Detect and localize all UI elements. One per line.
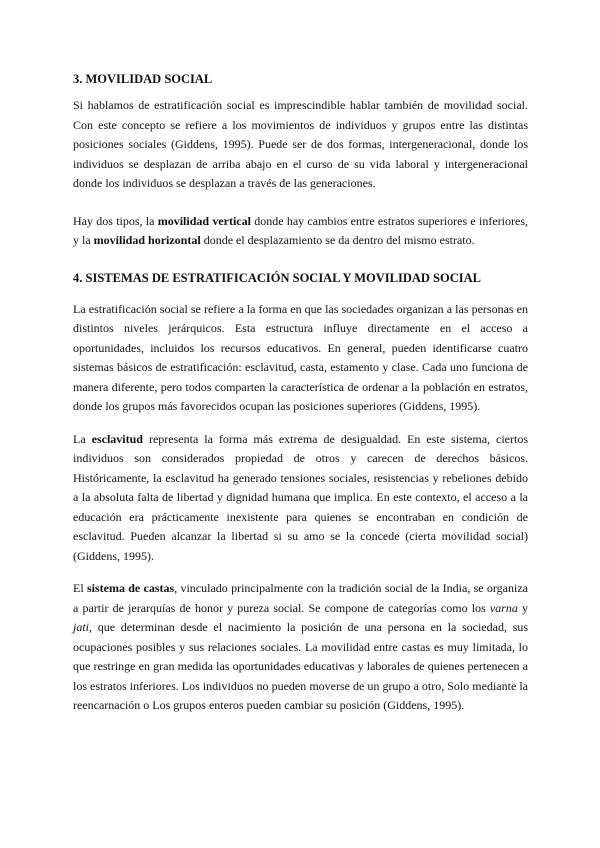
text-run: El xyxy=(73,581,87,595)
text-run: Hay dos tipos, la xyxy=(73,213,158,228)
section-3-paragraph-2 xyxy=(73,212,528,251)
italic-term-jati: jati xyxy=(73,620,90,634)
text-run: donde el desplazamiento se da dentro del mismo estrato. xyxy=(200,233,475,247)
section-4-paragraph-1: La estratificación social se refiere a la forma en que las sociedades organizan a las personas en distintos niveles jerárquicos. Esta estructura influye directamente en el acceso a oportunidades, incluidos los recursos educativos. En general, pueden identificarse cuatro sistemas básicos de estratificación: esclavitud, casta, estamento y clase. Cada uno funciona de manera diferente, pero todos comparten la característica de ordenar a la población en estratos, donde los grupos más favorecidos ocupan las posiciones superiores (Giddens, 1995). xyxy=(73,301,528,413)
text-run: y xyxy=(517,600,528,615)
text-run: , que determinan desde el nacimiento la posición de una persona en la sociedad, sus ocupaciones posibles y sus relaciones sociales. La movilidad entre castas es muy limitada, lo que restringe en gran medida las oportunidades educativas y laborales de quienes pertenecen a los estratos inferiores. Los individuos no pueden moverse de un grupo a otro, Solo mediante la reencarnación o Los grupos enteros pueden cambiar su posición (Giddens, 1995). xyxy=(73,620,528,712)
bold-term-castas: sistema de castas xyxy=(86,581,175,595)
section-4-paragraph-3 xyxy=(73,579,528,716)
section-4-title: 4. SISTEMAS DE ESTRATIFICACIÓN SOCIAL Y MOVILIDAD SOCIAL xyxy=(73,270,481,285)
section-3-paragraph-1: Si hablamos de estratificación social es imprescindible hablar también de movilidad social. Con este concepto se refiere a los movimientos de individuos y grupos entre las distintas posiciones sociales (Giddens, 1995). Puede ser de dos formas, intergeneracional, donde los individuos se desplazan de arriba abajo en el curso de su vida laboral y intergeneracional donde los individuos se desplazan a través de las generaciones. xyxy=(73,98,528,190)
text-run: , vinculado principalmente con la tradición social de la India, se organiza a partir de jerarquías de honor y pureza social. Se compone de categorías como los xyxy=(73,581,528,615)
text-run: donde hay cambios entre estratos superiores e inferiores, y la xyxy=(73,213,528,247)
text-run: La xyxy=(73,431,92,446)
section-4-paragraph-2 xyxy=(73,430,528,567)
bold-term-horizontal: movilidad horizontal xyxy=(93,233,201,247)
bold-term-vertical: movilidad vertical xyxy=(157,213,251,228)
italic-term-varna: varna xyxy=(489,600,518,615)
text-run: representa la forma más extrema de desigualdad. En este sistema, ciertos individuos son considerados propiedad de otros y carecen de derechos básicos. Históricamente, la esclavitud ha generado tensiones sociales, resistencias y rebeliones debido a la absoluta falta de libertad y dignidad humana que implica. En este contexto, el acceso a la educación era prácticamente inexistente para quienes se encontraban en condición de esclavitud. Pueden alcanzar la libertad si su amo se la concede (cierta movilidad social) (Giddens, 1995). xyxy=(73,431,528,563)
bold-term-esclavitud: esclavitud xyxy=(91,431,143,446)
section-3-title: 3. MOVILIDAD SOCIAL xyxy=(73,72,213,86)
